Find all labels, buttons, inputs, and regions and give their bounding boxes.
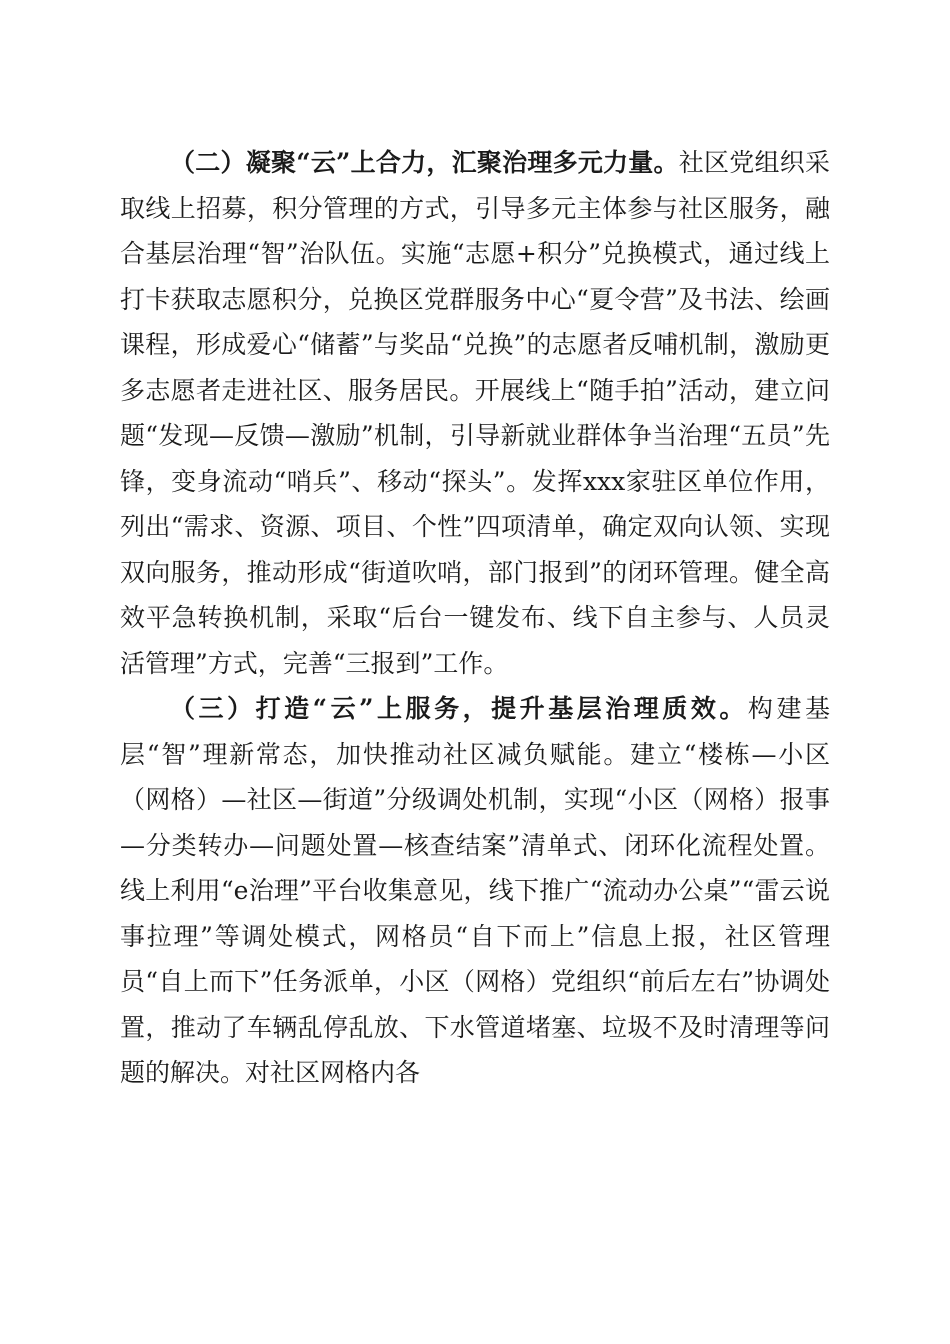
document-body <box>120 140 830 1096</box>
paragraph-text: 社区党组织采取线上招募，积分管理的方式，引导多元主体参与社区服务，融合基层治理“智”治队伍。实施“志愿+积分”兑换模式，通过线上打卡获取志愿积分，兑换区党群服务中心“夏令营”及书法、绘画课程，形成爱心“储蓄”与奖品“兑换”的志愿者反哺机制，激励更多志愿者走进社区、服务居民。开展线上“随手拍”活动，建立问题“发现—反馈—激励”机制，引导新就业群体争当治理“五员”先锋，变身流动“哨兵”、移动“探头”。发挥xxx家驻区单位作用，列出“需求、资源、项目、个性”四项清单，确定双向认领、实现双向服务，推动形成“街道吹哨，部门报到”的闭环管理。健全高效平急转换机制，采取“后台一键发布、线下自主参与、人员灵活管理”方式，完善“三报到”工作。 <box>120 148 830 678</box>
paragraph-text: 构建基层“智”理新常态，加快推动社区减负赋能。建立“楼栋—小区（网格）—社区—街道”分级调处机制，实现“小区（网格）报事—分类转办—问题处置—核查结案”清单式、闭环化流程处置。线上利用“e治理”平台收集意见，线下推广“流动办公桌”“雷云说事拉理”等调处模式，网格员“自下而上”信息上报，社区管理员“自上而下”任务派单，小区（网格）党组织“前后左右”协调处置，推动了车辆乱停乱放、下水管道堵塞、垃圾不及时清理等问题的解决。对社区网格内各 <box>120 694 830 1087</box>
paragraph-community-volunteers <box>120 140 830 686</box>
paragraph-heading: （二）凝聚“云”上合力，汇聚治理多元力量。 <box>170 148 679 177</box>
paragraph-heading: （三）打造“云”上服务，提升基层治理质效。 <box>170 694 748 723</box>
paragraph-cloud-services <box>120 686 830 1096</box>
